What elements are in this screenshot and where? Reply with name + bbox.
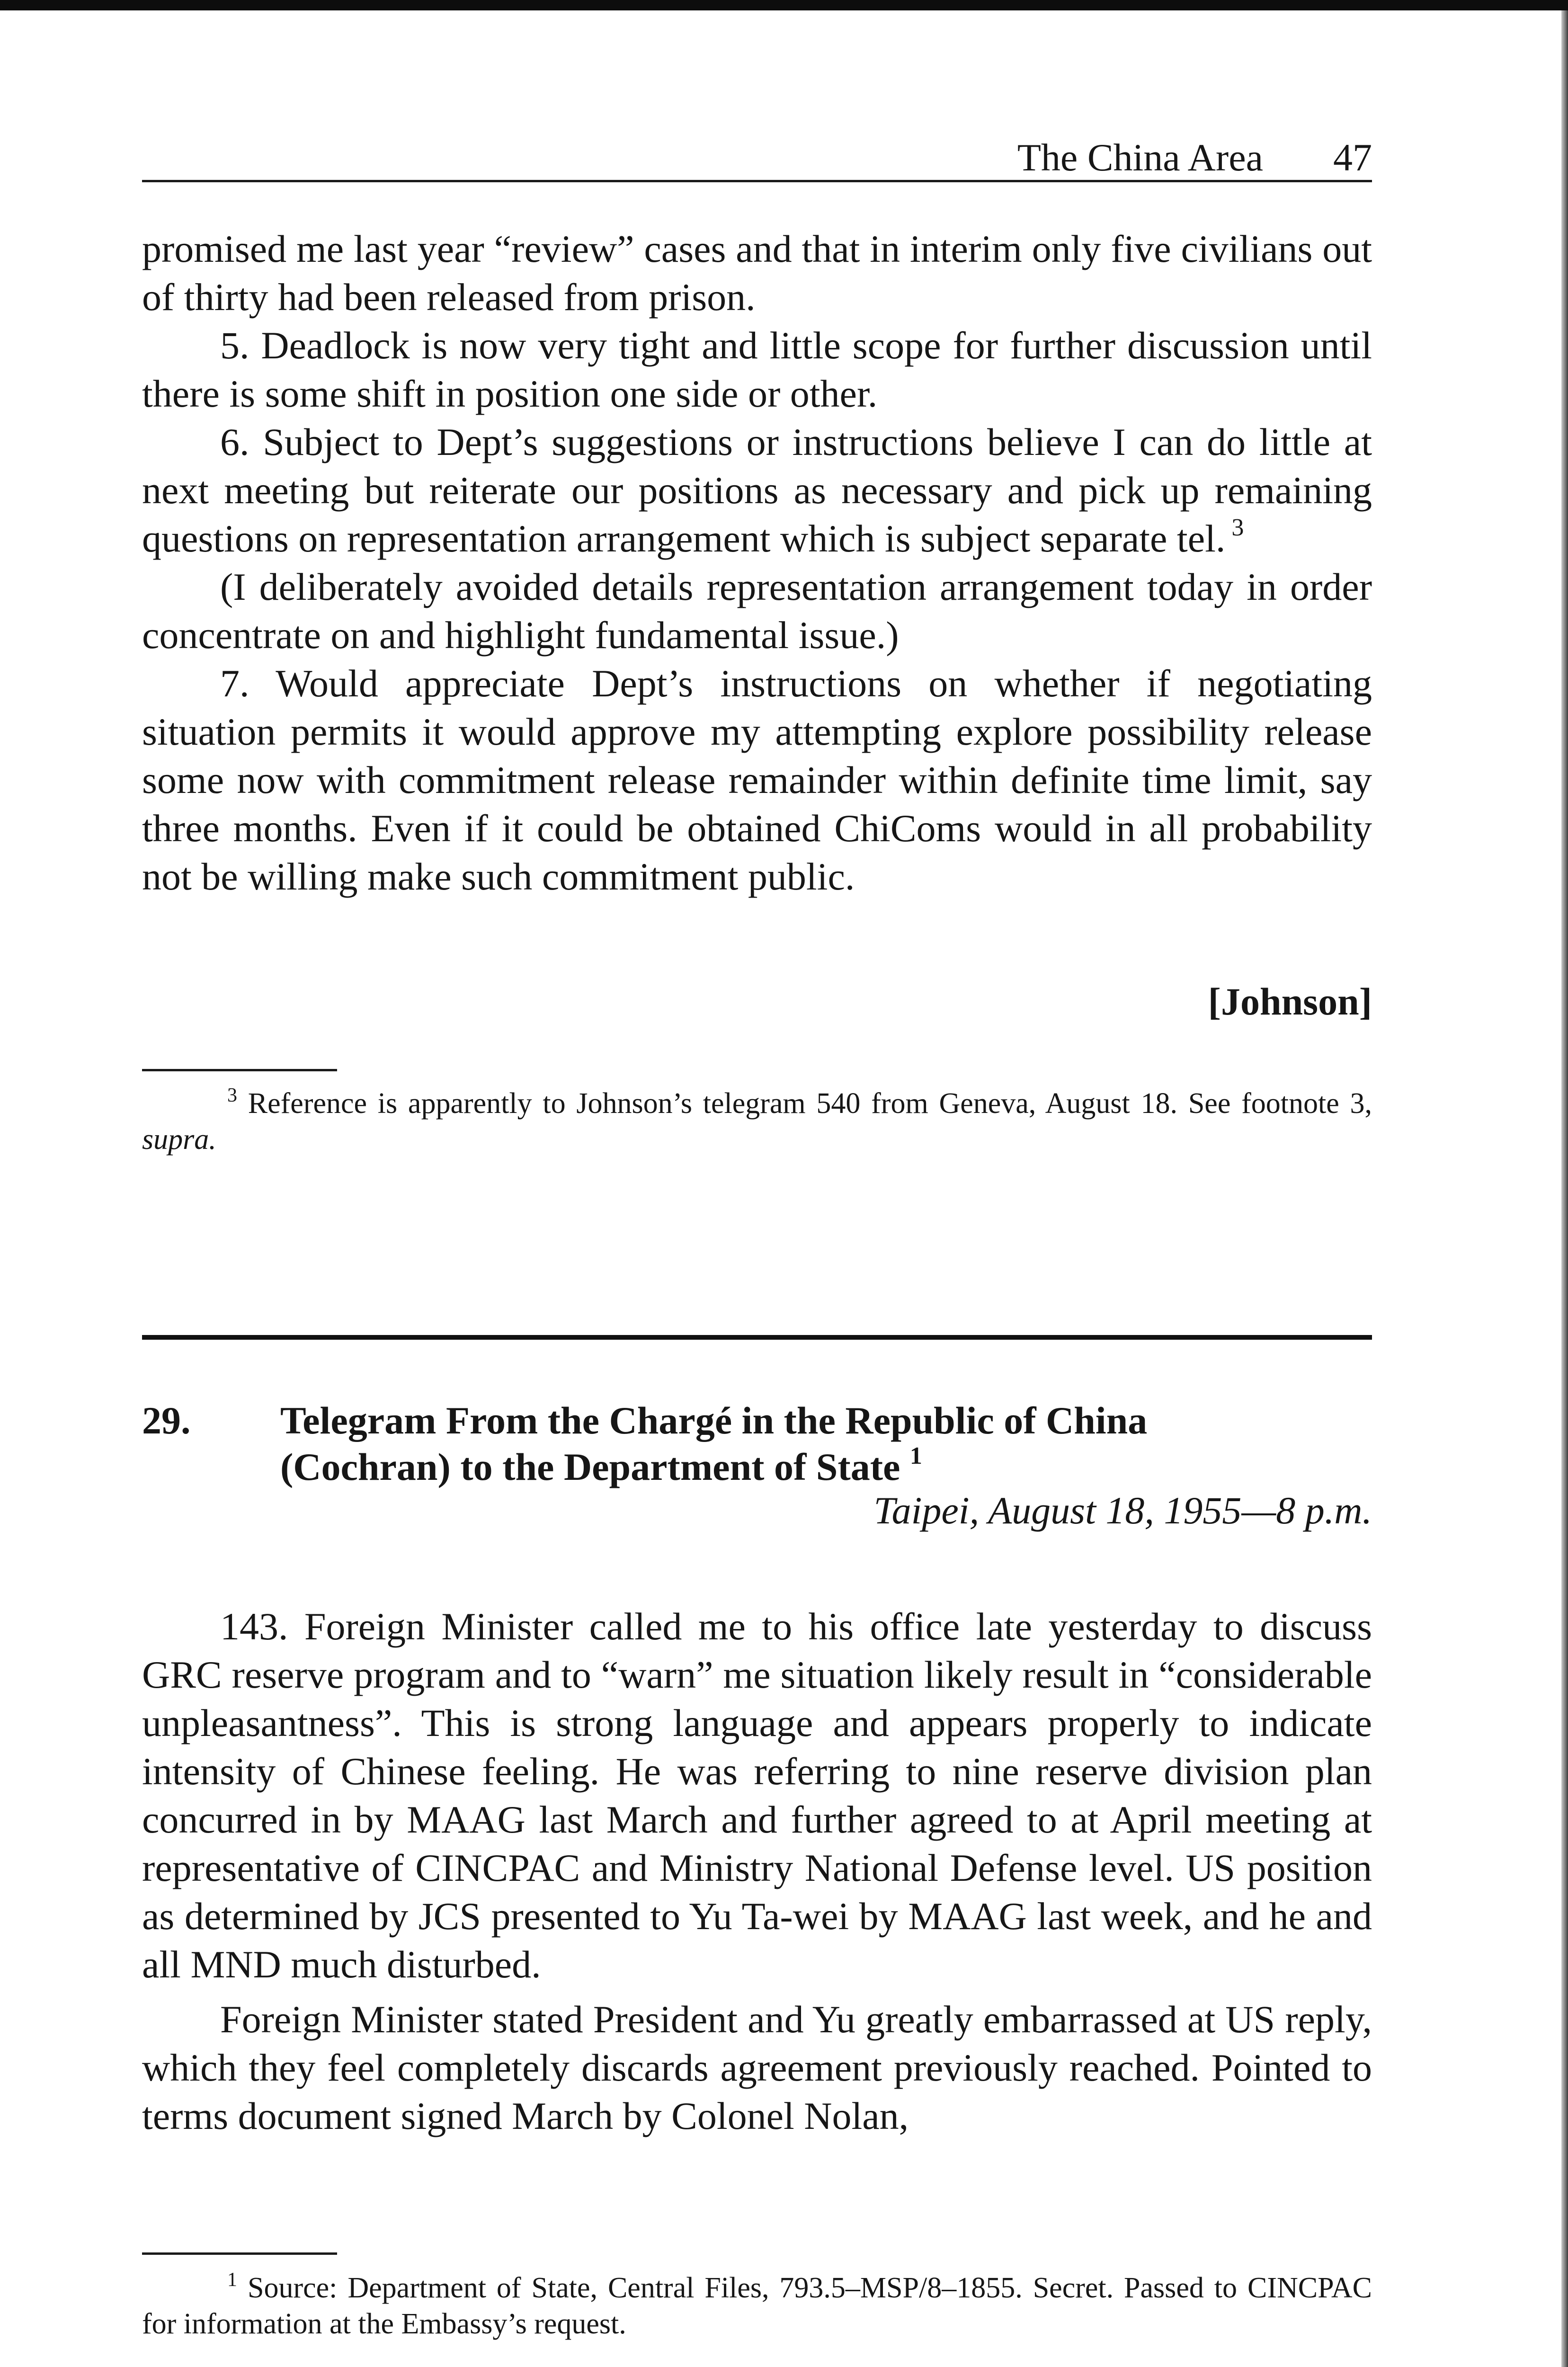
page-number: 47	[1333, 136, 1372, 179]
paragraph-7: 7. Would appreciate Dept’s instructions on whether if negotiating situation permits it would approve my attempting explore possibility release some now with commitment release remainder within definite time limit, say three months. Even if it could be obtained ChiComs would in all probability not be willing make such commitment public.	[142, 662, 1372, 898]
footnote-1-marker: 1	[227, 2269, 237, 2291]
document-title	[280, 1397, 1322, 1490]
telegram-143-text	[142, 1602, 1372, 2140]
paragraph-6	[142, 418, 1372, 563]
document-number: 29.	[142, 1399, 191, 1442]
footnote-3-marker: 3	[227, 1085, 237, 1106]
signature: [Johnson]	[1208, 980, 1372, 1023]
footnote-3-supra: supra.	[142, 1123, 216, 1156]
footnote-3-text: Reference is apparently to Johnson’s telegram 540 from Geneva, August 18. See footnote 3,	[248, 1087, 1372, 1120]
running-title: The China Area	[1017, 136, 1263, 179]
scan-top-border	[0, 0, 1568, 10]
scan-right-edge	[1561, 10, 1568, 2367]
running-head	[142, 133, 1372, 182]
footnote-rule	[142, 1069, 337, 1071]
footnote-ref-3[interactable]: 3	[1231, 514, 1244, 541]
paragraph-143: 143. Foreign Minister called me to his office late yesterday to discuss GRC reserve program and to “warn” me situation likely result in “considerable unpleasantness”. This is strong language and appears properly to indicate intensity of Chinese feeling. He was referring to nine reserve division plan concurred in by MAAG last March and further agreed to at April meeting at representative of CINCPAC and Ministry National Defense level. US position as determined by JCS presented to Yu Ta-wei by MAAG last week, and he and all MND much disturbed.	[142, 1605, 1372, 1986]
footnote-rule	[142, 2252, 337, 2255]
paragraph-foreign-minister: Foreign Minister stated President and Yu greatly embarrassed at US reply, which they feel completely discards agreement previously reached. Pointed to terms document signed March by Colonel Nolan,	[142, 1998, 1372, 2137]
paragraph-parenthetical: (I deliberately avoided details representation arrangement today in order concentrate on and highlight fundamental issue.)	[142, 565, 1372, 657]
continued-telegram-text	[142, 225, 1372, 901]
document-title-text: Telegram From the Chargé in the Republic of China (Cochran) to the Department of State	[280, 1399, 1148, 1488]
footnote-ref-1[interactable]: 1	[909, 1442, 922, 1469]
footnote-3	[142, 1086, 1372, 1157]
paragraph-6-text: 6. Subject to Dept’s suggestions or instructions believe I can do little at next meeting but reiterate our positions as necessary and pick up remaining questions on representation arrangement which is subject separate tel.	[142, 420, 1372, 560]
section-divider	[142, 1335, 1372, 1340]
paragraph-5: 5. Deadlock is now very tight and little scope for further discussion until there is some shift in position one side or other.	[142, 324, 1372, 415]
footnote-1	[142, 2270, 1372, 2342]
footnote-1-text: Source: Department of State, Central Files, 793.5–MSP/8–1855. Secret. Passed to CINCPAC for information at the Embassy’s request.	[142, 2272, 1372, 2340]
paragraph-continued: promised me last year “review” cases and that in interim only five civilians out of thirty had been released from prison.	[142, 227, 1372, 319]
dateline: Taipei, August 18, 1955—8 p.m.	[873, 1489, 1372, 1532]
